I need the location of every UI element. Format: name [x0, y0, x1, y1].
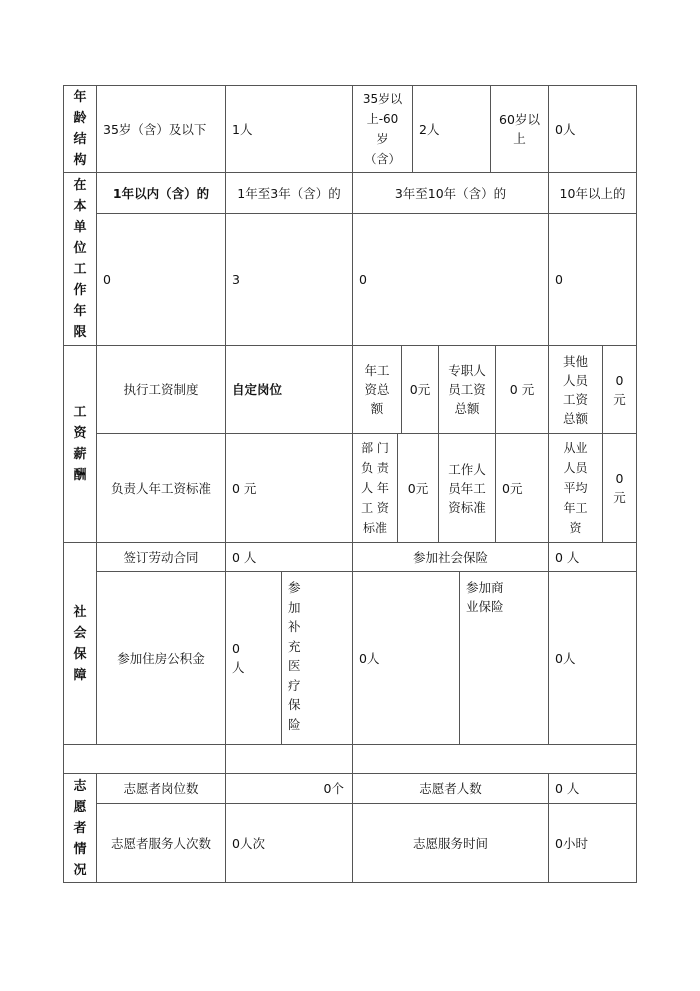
social-section-label: 社 会 保 障 — [63, 542, 97, 745]
tenure-section-label: 在 本 单 位 工 作 年 限 — [63, 172, 97, 346]
tenure-header-3: 3年至10年（含）的 — [352, 172, 549, 214]
salary-staff-total-value: 0 元 — [495, 345, 549, 434]
salary-average-label: 从业 人员 平均 年工 资 — [548, 433, 603, 543]
volunteer-count-label: 志愿者人数 — [352, 773, 549, 804]
tenure-header-4: 10年以上的 — [548, 172, 637, 214]
social-commercial-label: 参加商 业保险 — [459, 571, 549, 745]
salary-dept-leader-value: 0元 — [397, 433, 439, 543]
salary-worker-value: 0元 — [495, 433, 549, 543]
volunteer-service-time-value: 0小时 — [548, 803, 637, 883]
social-insurance-label: 参加社会保险 — [352, 542, 549, 572]
age-mid-label: 35岁以 上-60 岁 （含） — [352, 85, 413, 173]
volunteer-section-label: 志 愿 者 情 况 — [63, 773, 97, 883]
social-medical-label: 参 加 补 充 医 疗 保 险 — [281, 571, 353, 745]
social-housing-value: 0 人 — [225, 571, 282, 745]
volunteer-count-value: 0 人 — [548, 773, 637, 804]
tenure-value-2: 3 — [225, 213, 353, 346]
age-under35-value: 1人 — [225, 85, 353, 173]
volunteer-posts-value: 0个 — [225, 773, 353, 804]
salary-annual-total-label: 年工 资总 额 — [352, 345, 402, 434]
tenure-header-1: 1年以内（含）的 — [96, 172, 226, 214]
volunteer-posts-label: 志愿者岗位数 — [96, 773, 226, 804]
social-insurance-value: 0 人 — [548, 542, 637, 572]
age-section-label: 年 龄 结 构 — [63, 85, 97, 173]
social-contract-label: 签订劳动合同 — [96, 542, 226, 572]
salary-section-label: 工 资 薪 酬 — [63, 345, 97, 543]
blank-cell-middle — [225, 744, 353, 774]
salary-leader-value: 0 元 — [225, 433, 353, 543]
social-contract-value: 0 人 — [225, 542, 353, 572]
volunteer-service-count-value: 0人次 — [225, 803, 353, 883]
salary-system-label: 执行工资制度 — [96, 345, 226, 434]
age-mid-value: 2人 — [412, 85, 491, 173]
salary-leader-label: 负责人年工资标准 — [96, 433, 226, 543]
age-over60-value: 0人 — [548, 85, 637, 173]
social-commercial-value: 0人 — [548, 571, 637, 745]
blank-cell-left — [63, 744, 226, 774]
tenure-value-3: 0 — [352, 213, 549, 346]
salary-staff-total-label: 专职人 员工资 总额 — [438, 345, 496, 434]
salary-annual-total-value: 0元 — [401, 345, 439, 434]
salary-dept-leader-label: 部 门 负 责 人 年 工 资 标准 — [352, 433, 398, 543]
salary-worker-label: 工作人 员年工 资标准 — [438, 433, 496, 543]
age-under35-label: 35岁（含）及以下 — [96, 85, 226, 173]
salary-other-total-label: 其他 人员 工资 总额 — [548, 345, 603, 434]
tenure-header-2: 1年至3年（含）的 — [225, 172, 353, 214]
salary-other-total-value: 0 元 — [602, 345, 637, 434]
age-over60-label: 60岁以 上 — [490, 85, 549, 173]
tenure-value-1: 0 — [96, 213, 226, 346]
blank-cell-right — [352, 744, 637, 774]
social-medical-value: 0人 — [352, 571, 460, 745]
volunteer-service-count-label: 志愿者服务人次数 — [96, 803, 226, 883]
volunteer-service-time-label: 志愿服务时间 — [352, 803, 549, 883]
salary-average-value: 0 元 — [602, 433, 637, 543]
tenure-value-4: 0 — [548, 213, 637, 346]
salary-system-value: 自定岗位 — [225, 345, 353, 434]
social-housing-label: 参加住房公积金 — [96, 571, 226, 745]
